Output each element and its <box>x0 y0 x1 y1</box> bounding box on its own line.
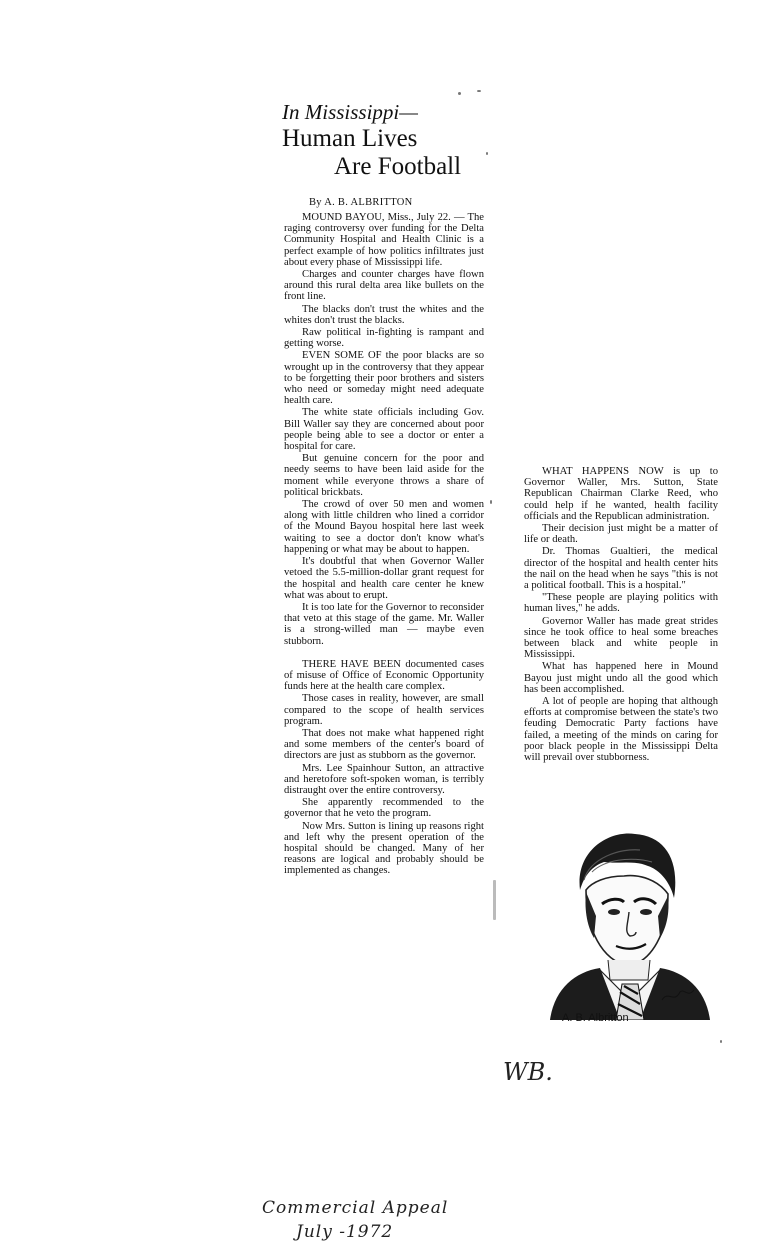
article-column-2 <box>524 466 718 764</box>
paragraph: A lot of people are hoping that although efforts at compromise between the state's two feuding Democratic Party factions have failed, a meeting of the minds on caring for poor black people in the Mississippi Delta will prevail over stubborness. <box>524 696 718 764</box>
byline: By A. B. ALBRITTON <box>309 197 413 208</box>
paragraph: Raw political in-fighting is rampant and getting worse. <box>284 327 484 350</box>
paragraph: Their decision just might be a matter of life or death. <box>524 523 718 546</box>
paragraph: THERE HAVE BEEN documented cases of misuse of Office of Economic Opportunity funds here at the health care complex. <box>284 658 484 693</box>
article-column-1 <box>284 212 484 878</box>
paragraph: Those cases in reality, however, are small compared to the scope of health services program. <box>284 693 484 727</box>
handwritten-source-line-2: July -1972 <box>296 1222 394 1242</box>
scan-speck <box>477 90 481 92</box>
author-portrait <box>540 820 710 1020</box>
paragraph: Charges and counter charges have flown around this rural delta area like bullets on the front line. <box>284 269 484 303</box>
paragraph: It's doubtful that when Governor Waller vetoed the 5.5-million-dollar grant request for the hospital and health care center he knew what was about to erupt. <box>284 556 484 601</box>
paragraph: What has happened here in Mound Bayou just might undo all the good which has been accomplished. <box>524 661 718 695</box>
paragraph: It is too late for the Governor to reconsider that veto at this stage of the game. Mr. Waller is a strong-willed man — maybe even stubborn. <box>284 601 484 647</box>
headline-line-1: Human Lives <box>282 125 418 152</box>
paragraph: The blacks don't trust the whites and the whites don't trust the blacks. <box>284 303 484 326</box>
paragraph: The crowd of over 50 men and women along with little children who lined a corridor of the Mound Bayou hospital here last week waiting to see a doctor don't know what's happening or what may be about to happen. <box>284 499 484 555</box>
paragraph: WHAT HAPPENS NOW is up to Governor Waller, Mrs. Sutton, State Republican Chairman Clarke Reed, who could help if he wanted, health facility officials and the Republican administration. <box>524 466 718 522</box>
paragraph: Dr. Thomas Gualtieri, the medical director of the hospital and health center hits the nail on the head when he says "this is not a political football. This is a hospital." <box>524 546 718 592</box>
portrait-caption: A. B. Albritton <box>562 1012 629 1024</box>
scan-speck <box>486 152 488 155</box>
paragraph: That does not make what happened right and some members of the center's board of directors are just as stubborn as the governor. <box>284 727 484 762</box>
paragraph: But genuine concern for the poor and needy seems to have been laid aside for the moment while everyone throws a share of political brickbats. <box>284 453 484 498</box>
paragraph: Governor Waller has made great strides since he took office to heal some breaches between black and white people in Mississippi. <box>524 615 718 661</box>
paragraph: The white state officials including Gov. Bill Waller say they are concerned about poor people being able to see a doctor or enter a hospital for care. <box>284 407 484 453</box>
scan-speck <box>493 880 496 920</box>
handwritten-initials: WB. <box>503 1058 553 1086</box>
paragraph: EVEN SOME OF the poor blacks are so wrought up in the controversy that they appear to be forgetting their poor brothers and sisters who need or someday might need adequate health care. <box>284 350 484 407</box>
scan-speck <box>490 500 492 504</box>
headline <box>282 100 512 180</box>
paragraph: She apparently recommended to the governor that he veto the program. <box>284 797 484 820</box>
scan-speck <box>458 92 461 95</box>
headline-line-2: Are Football <box>334 153 462 180</box>
paragraph: Mrs. Lee Spainhour Sutton, an attractive and heretofore soft-spoken woman, is terribly distraught over the entire controversy. <box>284 762 484 796</box>
paragraph: MOUND BAYOU, Miss., July 22. — The raging controversy over funding for the Delta Community Hospital and Health Clinic is a perfect example of how politics infiltrates just about every phase of Mississippi life. <box>284 212 484 268</box>
paragraph: Now Mrs. Sutton is lining up reasons right and left why the present operation of the hospital should be changed. Many of her reasons are logical and probably should be implemented as changes. <box>284 820 484 877</box>
handwritten-source-line-1: Commercial Appeal <box>262 1198 449 1218</box>
paragraph: "These people are playing politics with human lives," he adds. <box>524 592 718 615</box>
scan-speck <box>720 1040 722 1043</box>
headline-kicker: In Mississippi— <box>282 100 418 124</box>
